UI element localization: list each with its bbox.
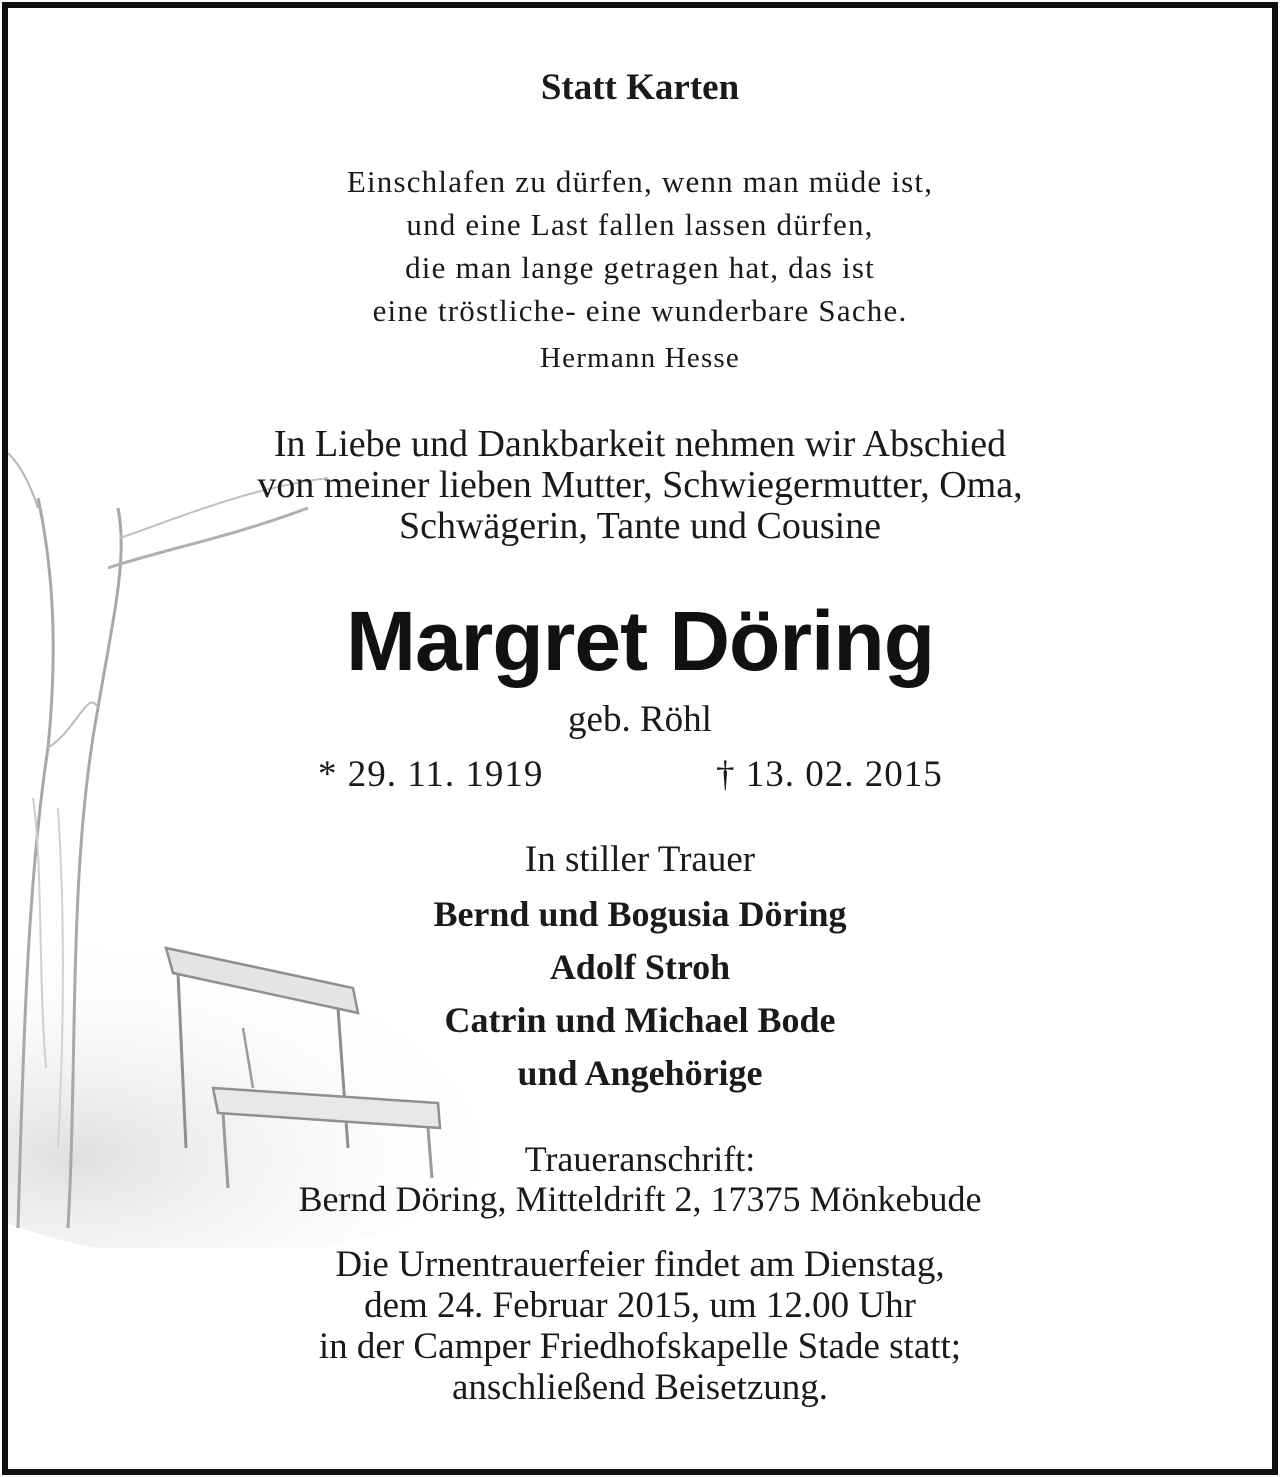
mourner-name: Adolf Stroh — [549, 947, 731, 987]
ceremony-line: dem 24. Februar 2015, um 12.00 Uhr — [364, 1285, 916, 1326]
intro-line: Schwägerin, Tante und Cousine — [398, 505, 882, 547]
ceremony-line: anschließend Beisetzung. — [451, 1367, 829, 1408]
death-date: † 13. 02. 2015 — [716, 754, 943, 795]
deceased-name: Margret Döring — [345, 594, 935, 688]
poem-line: Einschlafen zu dürfen, wenn man müde ist, — [346, 164, 934, 199]
ceremony-line: Die Urnentrauerfeier findet am Dienstag, — [335, 1244, 945, 1285]
ceremony-info — [8, 1244, 1272, 1408]
poem-line: und eine Last fallen lassen dürfen, — [406, 207, 874, 242]
poem-line: die man lange getragen hat, das ist — [405, 250, 875, 285]
intro-line: von meiner lieben Mutter, Schwiegermutter, Oma, — [257, 464, 1023, 506]
birth-date: * 29. 11. 1919 — [318, 754, 544, 795]
mourner-name: Catrin und Michael Bode — [444, 1000, 836, 1040]
mourner-name: und Angehörige — [517, 1053, 763, 1093]
poem — [8, 160, 1272, 332]
obituary-card — [2, 2, 1278, 1475]
farewell-intro — [8, 424, 1272, 547]
poem-line: eine tröstliche- eine wunderbare Sache. — [372, 293, 908, 328]
address-label: Traueranschrift: — [524, 1139, 756, 1179]
header-title: Statt Karten — [540, 67, 740, 108]
mourner-name: Bernd und Bogusia Döring — [433, 894, 847, 934]
poem-author: Hermann Hesse — [539, 342, 740, 374]
ceremony-line: in der Camper Friedhofskapelle Stade statt; — [318, 1326, 962, 1367]
mourners-intro: In stiller Trauer — [524, 839, 756, 880]
address-value: Bernd Döring, Mitteldrift 2, 17375 Mönkebude — [298, 1179, 982, 1219]
intro-line: In Liebe und Dankbarkeit nehmen wir Abschied — [273, 423, 1007, 465]
mourners-list — [8, 888, 1272, 1100]
maiden-name: geb. Röhl — [568, 699, 712, 740]
